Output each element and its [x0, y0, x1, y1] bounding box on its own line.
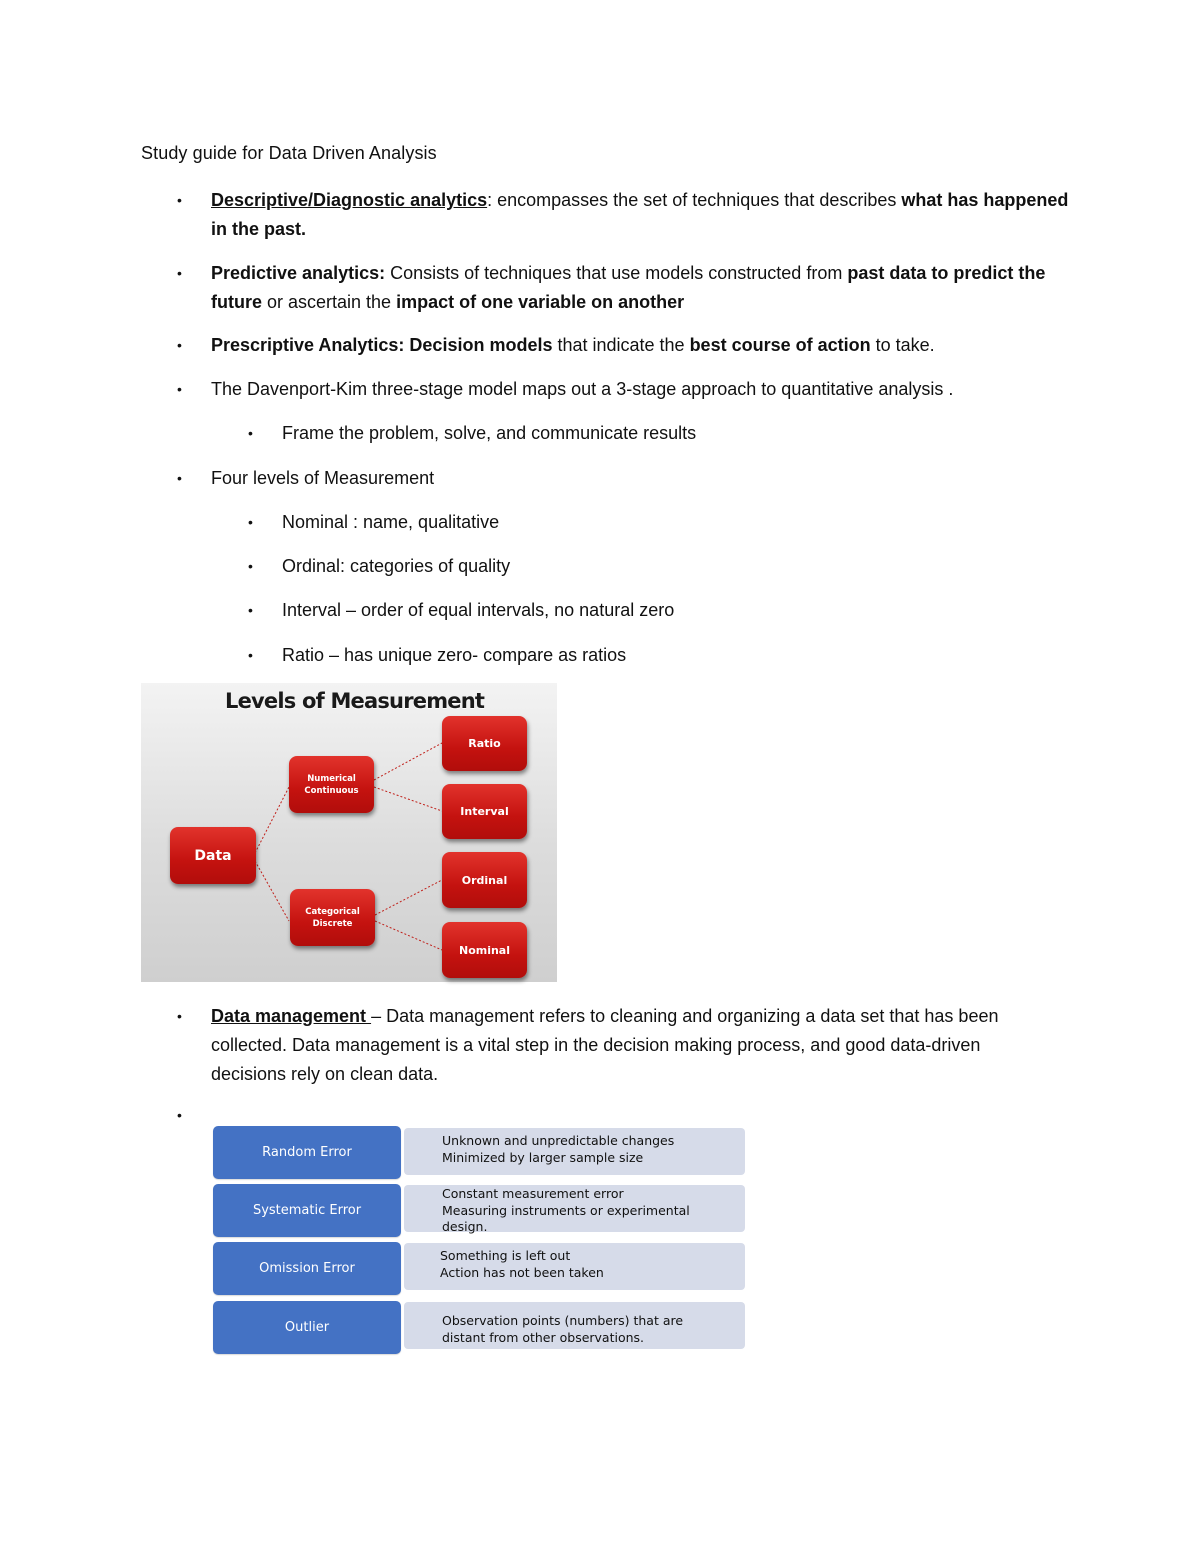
davenport-subitem: Frame the problem, solve, and communicate results [282, 423, 697, 443]
diagram-title: Levels of Measurement [225, 689, 485, 713]
bullet: • [177, 381, 182, 397]
error-description: Observation points (numbers) that are distant from other observations. [404, 1302, 745, 1349]
error-description: Constant measurement error Measuring instruments or experimental design. [404, 1185, 745, 1232]
bullet: • [248, 514, 253, 530]
node-numerical-continuous: Numerical Continuous [289, 756, 374, 813]
connector-data-categorical [255, 861, 289, 921]
node-interval: Interval [442, 784, 527, 839]
bullet: • [177, 265, 182, 281]
bullet: • [248, 558, 253, 574]
bullet: • [248, 602, 253, 618]
prescriptive-analytics-item: Prescriptive Analytics: Decision models that indicate the best course of action to take. [211, 335, 935, 355]
error-label: Systematic Error [213, 1184, 401, 1237]
error-row-systematic [213, 1184, 747, 1237]
error-label: Omission Error [213, 1242, 401, 1295]
error-row-omission [213, 1242, 747, 1295]
error-row-random [213, 1126, 747, 1179]
davenport-item: The Davenport-Kim three-stage model maps out a 3-stage approach to quantitative analysis . [211, 379, 954, 399]
connector-categorical-nominal [375, 921, 442, 950]
bullet: • [177, 192, 182, 208]
bullet: • [177, 1107, 182, 1123]
bullet: • [177, 1008, 182, 1024]
bullet: • [248, 425, 253, 441]
connector-numerical-interval [374, 787, 442, 811]
levels-of-measurement-diagram [141, 683, 557, 982]
predictive-analytics-item: Predictive analytics: Consists of techniques that use models constructed from past data to predict the future or ascertain the impact of one variable on another [211, 263, 1046, 312]
levels-subitem-nominal: Nominal : name, qualitative [282, 512, 500, 532]
bullet: • [248, 647, 253, 663]
node-nominal: Nominal [442, 922, 527, 978]
error-row-outlier [213, 1301, 747, 1354]
error-description: Something is left out Action has not been taken [404, 1243, 745, 1290]
levels-subitem-ordinal: Ordinal: categories of quality [282, 556, 511, 576]
bullet: • [177, 337, 182, 353]
page-title: Study guide for Data Driven Analysis [141, 143, 437, 163]
error-description: Unknown and unpredictable changes Minimized by larger sample size [404, 1128, 745, 1175]
connector-categorical-ordinal [375, 880, 442, 915]
levels-item: Four levels of Measurement [211, 468, 435, 488]
levels-subitem-interval: Interval – order of equal intervals, no natural zero [282, 600, 675, 620]
descriptive-analytics-item: Descriptive/Diagnostic analytics: encompasses the set of techniques that describes what has happened in the past. [211, 190, 1069, 239]
data-management-item: Data management – Data management refers to cleaning and organizing a data set that has been collected. Data management is a vital step in the decision making process, and good data-driven decisions rely on clean data. [211, 1006, 999, 1084]
levels-subitem-ratio: Ratio – has unique zero- compare as ratios [282, 645, 627, 665]
connector-numerical-ratio [374, 743, 442, 780]
error-label: Random Error [213, 1126, 401, 1179]
connector-data-numerical [255, 787, 289, 853]
node-categorical-discrete: Categorical Discrete [290, 889, 375, 946]
node-ratio: Ratio [442, 716, 527, 771]
bullet: • [177, 470, 182, 486]
node-ordinal: Ordinal [442, 852, 527, 908]
node-data: Data [170, 827, 256, 884]
error-label: Outlier [213, 1301, 401, 1354]
